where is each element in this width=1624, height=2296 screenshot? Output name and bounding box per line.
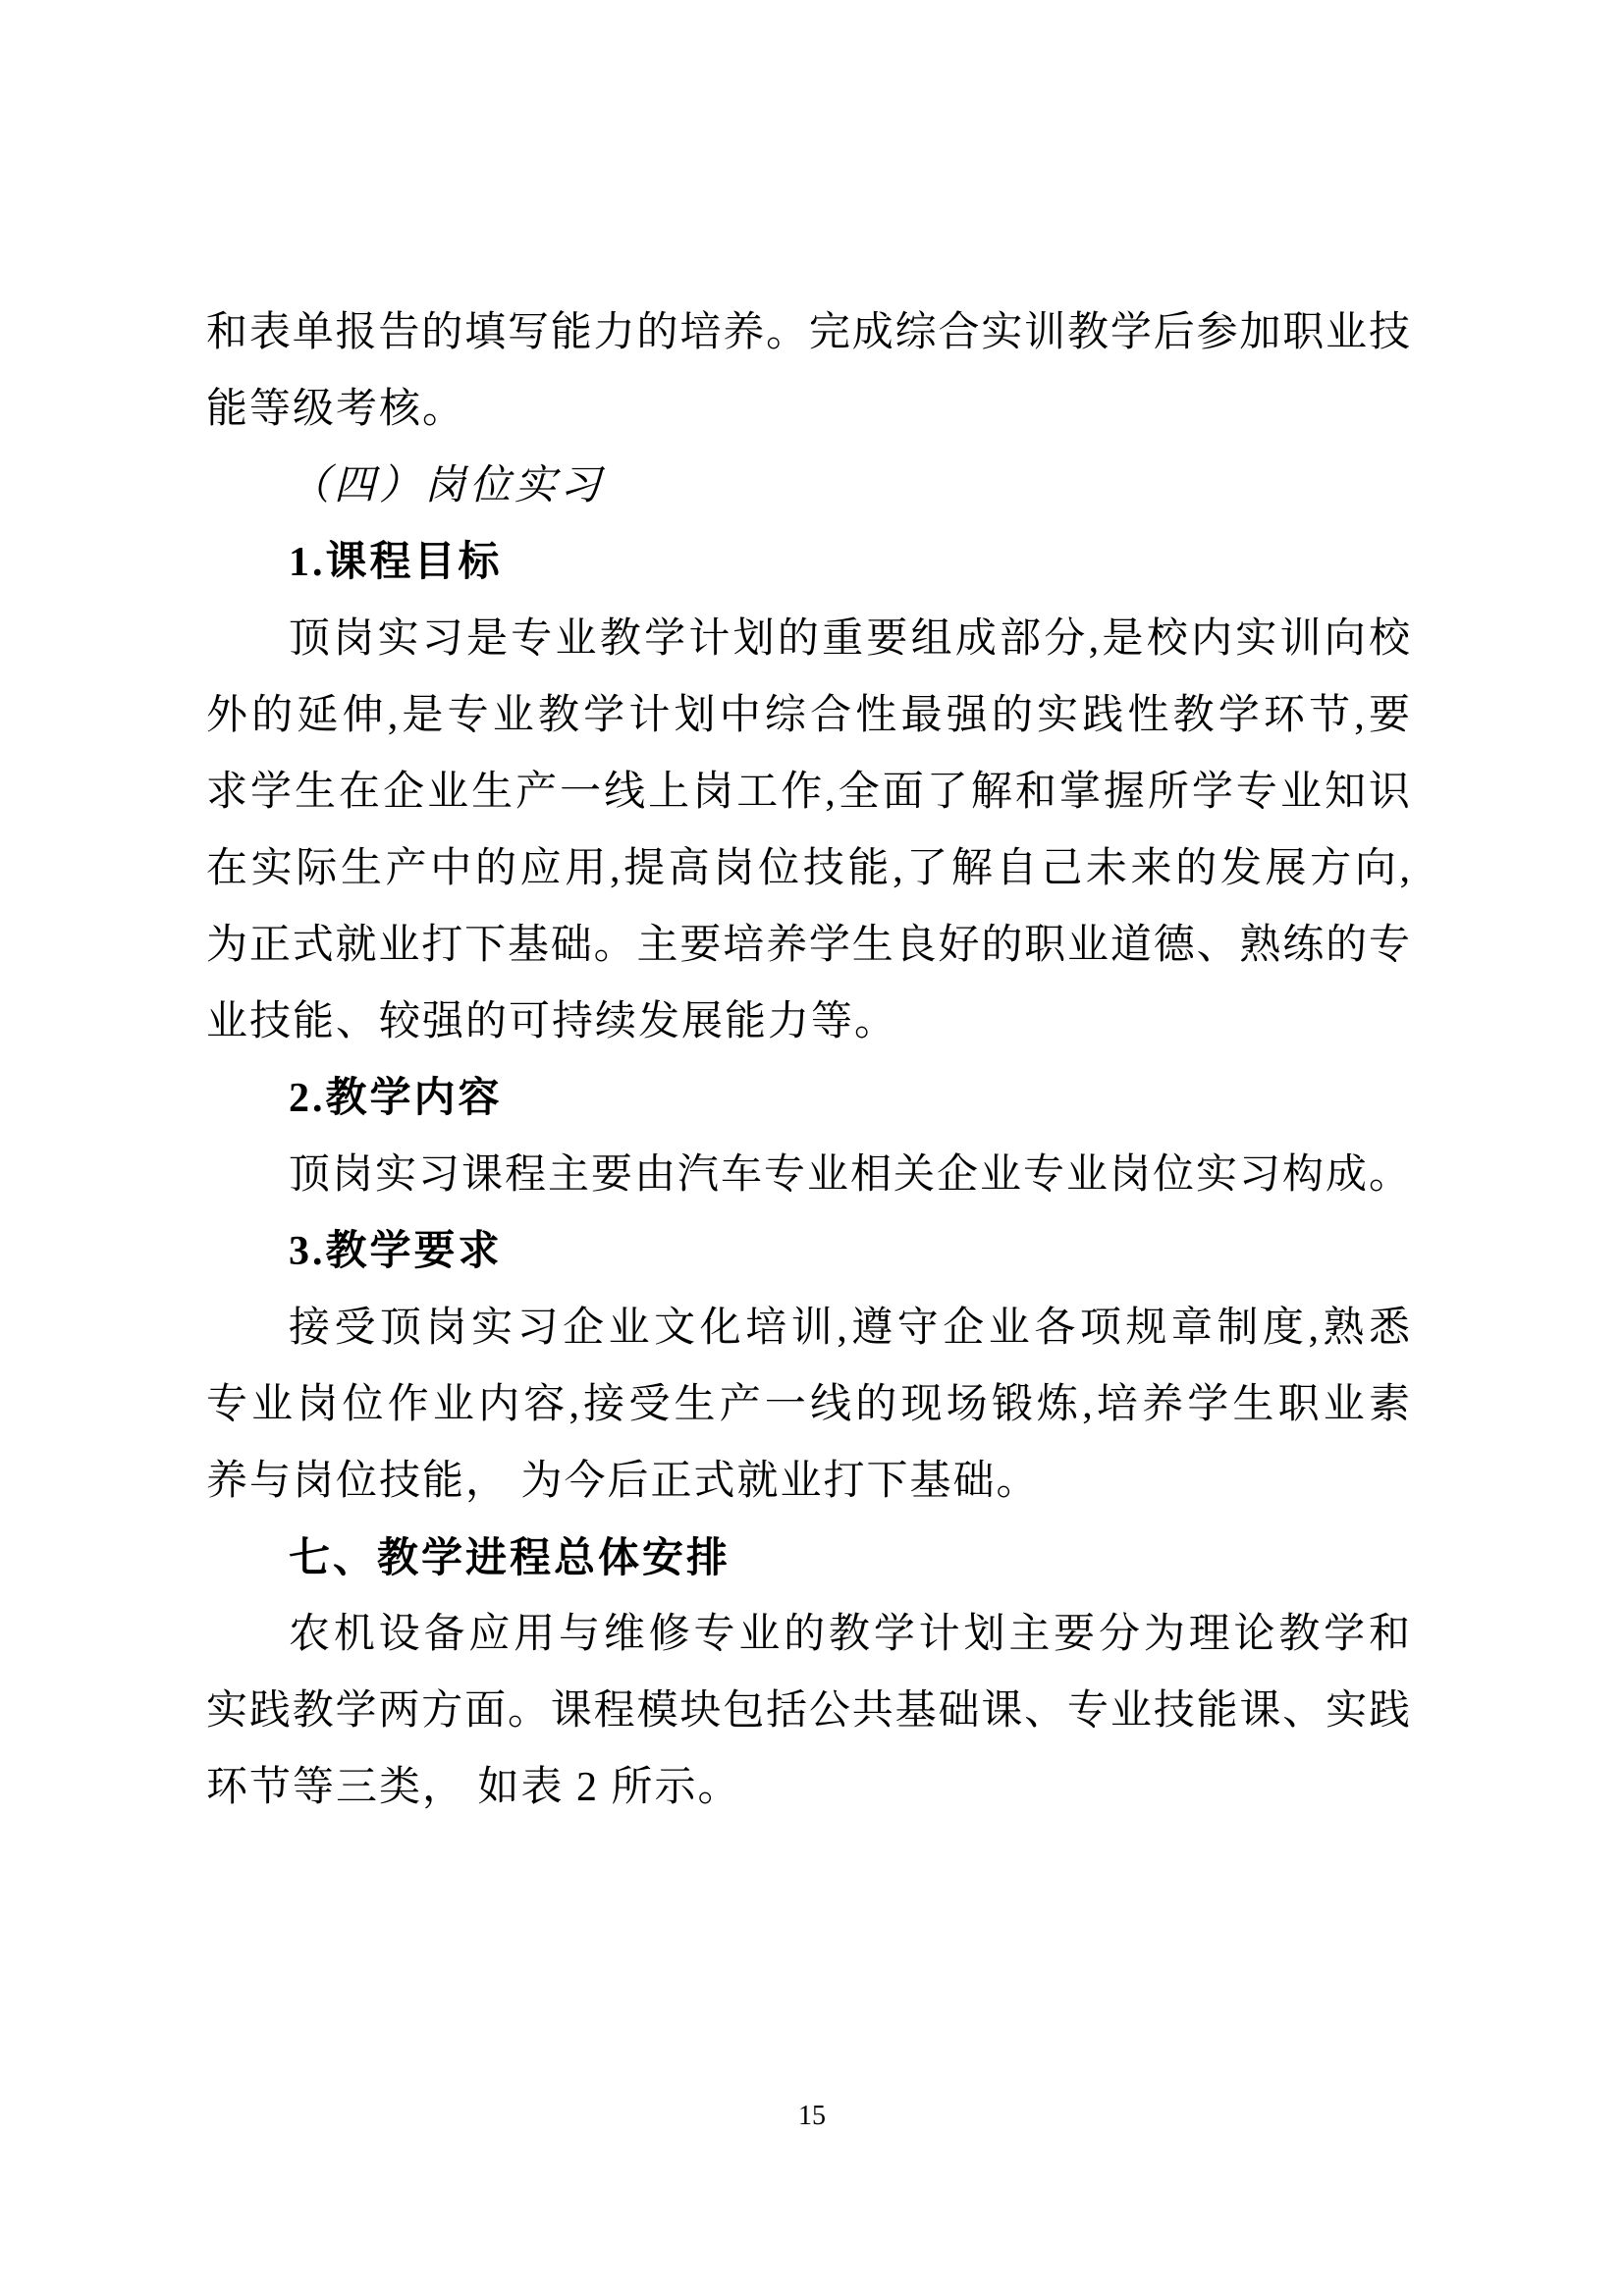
- paragraph-line: 外的延伸,是专业教学计划中综合性最强的实践性教学环节,要: [206, 693, 1410, 738]
- paragraph-line: 实践教学两方面。课程模块包括公共基础课、专业技能课、实践: [206, 1688, 1410, 1734]
- paragraph-last-line: 能等级考核。: [206, 387, 466, 432]
- heading-teaching-requirements: 3.教学要求: [289, 1229, 503, 1274]
- paragraph-continuation-line: 和表单报告的填写能力的培养。完成综合实训教学后参加职业技: [206, 310, 1410, 355]
- page-number: 15: [798, 2101, 826, 2131]
- paragraph-last-line: 业技能、较强的可持续发展能力等。: [206, 999, 898, 1044]
- paragraph-line: 在实际生产中的应用,提高岗位技能,了解自己未来的发展方向,: [206, 846, 1410, 891]
- subsection-heading-4: （四）岗位实习: [289, 463, 606, 508]
- heading-overall-schedule: 七、教学进程总体安排: [289, 1534, 731, 1580]
- heading-teaching-content: 2.教学内容: [289, 1076, 503, 1121]
- paragraph-last-line: 养与岗位技能， 为今后正式就业打下基础。: [206, 1459, 1040, 1504]
- paragraph-line: 农机设备应用与维修专业的教学计划主要分为理论教学和: [289, 1612, 1410, 1657]
- paragraph-last-line: 环节等三类， 如表 2 所示。: [206, 1765, 741, 1810]
- paragraph-line: 专业岗位作业内容,接受生产一线的现场锻炼,培养学生职业素: [206, 1382, 1410, 1427]
- paragraph-line: 求学生在企业生产一线上岗工作,全面了解和掌握所学专业知识: [206, 770, 1410, 815]
- paragraph-line: 为正式就业打下基础。主要培养学生良好的职业道德、熟练的专: [206, 923, 1410, 968]
- paragraph-line: 顶岗实习课程主要由汽车专业相关企业专业岗位实习构成。: [289, 1152, 1410, 1198]
- heading-course-objectives: 1.课程目标: [289, 540, 503, 585]
- page-body-text: [206, 294, 1410, 1826]
- paragraph-line: 接受顶岗实习企业文化培训,遵守企业各项规章制度,熟悉: [289, 1306, 1410, 1351]
- paragraph-line: 顶岗实习是专业教学计划的重要组成部分,是校内实训向校: [289, 616, 1410, 662]
